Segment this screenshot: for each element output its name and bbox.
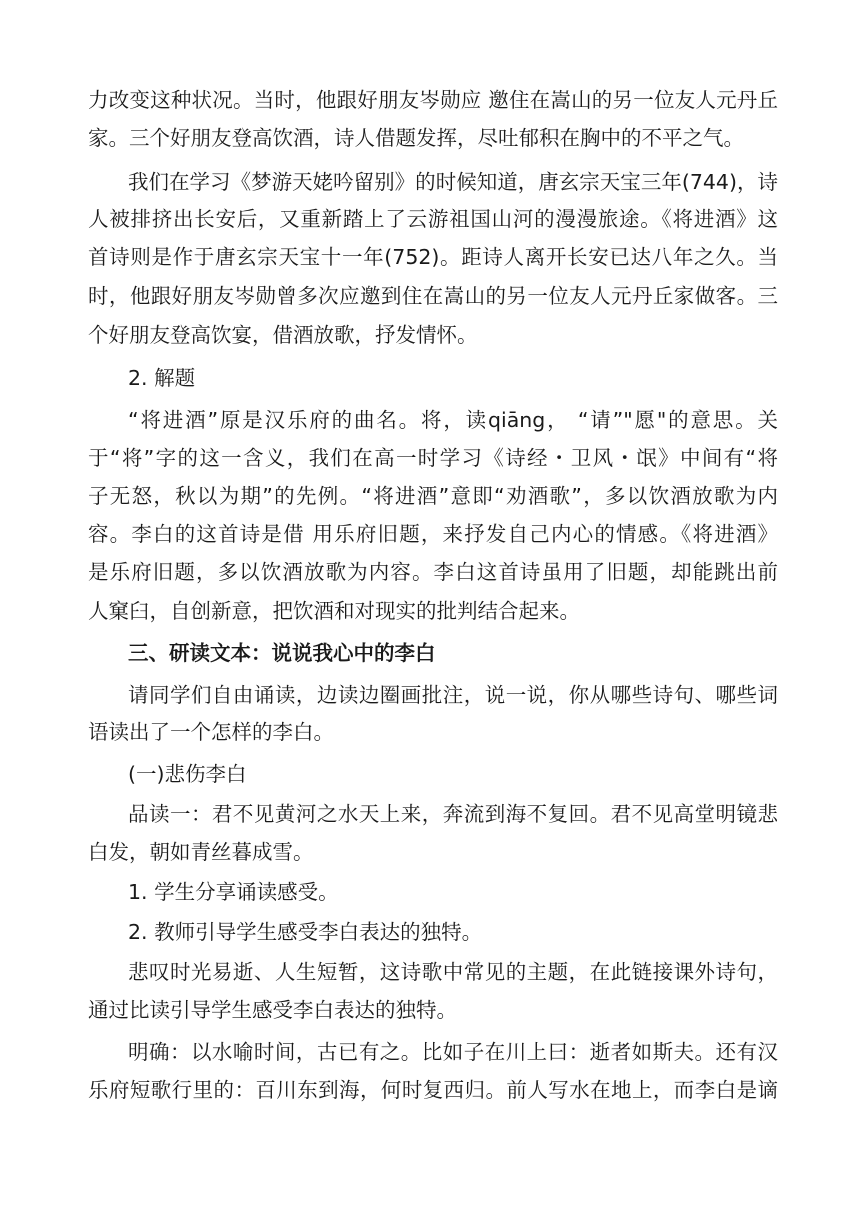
paragraph-line: 于“将”字的这一含义，我们在高一时学习《诗经・卫风・氓》中间有“将	[88, 446, 778, 470]
paragraph-line: 乐府短歌行里的：百川东到海，何时复西归。前人写水在地上，而李白是谪	[88, 1078, 778, 1102]
paragraph-line: 家。三个好朋友登高饮酒，诗人借题发挥，尽吐郁积在胸中的不平之气。	[88, 126, 744, 150]
paragraph-line: 悲叹时光易逝、人生短暂，这诗歌中常见的主题，在此链接课外诗句，	[128, 960, 778, 984]
section-heading: 三、研读文本：说说我心中的李白	[128, 641, 436, 665]
section-subtitle: 2. 解题	[128, 366, 196, 390]
paragraph-line: 个好朋友登高饮宴，借酒放歌，抒发情怀。	[88, 323, 478, 347]
paragraph-line: 明确：以水喻时间，古已有之。比如子在川上曰：逝者如斯夫。还有汉	[128, 1040, 778, 1064]
paragraph-line: 容。李白的这首诗是借 用乐府旧题，来抒发自己内心的情感。《将进酒》	[88, 522, 778, 546]
paragraph-line: 子无怒，秋以为期”的先例。“将进酒”意即“劝酒歌”，多以饮酒放歌为内	[88, 484, 778, 508]
paragraph-line: 通过比读引导学生感受李白表达的独特。	[88, 998, 457, 1022]
paragraph-line: 人被排挤出长安后，又重新踏上了云游祖国山河的漫漫旅途。《将进酒》这	[88, 207, 778, 231]
paragraph-line: 我们在学习《梦游天姥吟留别》的时候知道，唐玄宗天宝三年(744)，诗	[128, 170, 778, 194]
list-item: 2. 教师引导学生感受李白表达的独特。	[128, 920, 483, 944]
paragraph-line: “将进酒”原是汉乐府的曲名。将，读qiāng， “请”"愿"的意思。关	[128, 408, 778, 432]
paragraph-line: 首诗则是作于唐玄宗天宝十一年(752)。距诗人离开长安已达八年之久。当	[88, 245, 778, 269]
paragraph-line: 力改变这种状况。当时，他跟好朋友岑勋应 邀住在嵩山的另一位友人元丹丘	[88, 88, 778, 112]
paragraph-line: 时，他跟好朋友岑勋曾多次应邀到住在嵩山的另一位友人元丹丘家做客。三	[88, 284, 778, 308]
paragraph-line: 是乐府旧题，多以饮酒放歌为内容。李白这首诗虽用了旧题，却能跳出前	[88, 560, 778, 584]
paragraph-line: 品读一：君不见黄河之水天上来，奔流到海不复回。君不见高堂明镜悲	[128, 802, 778, 826]
paragraph-line: 请同学们自由诵读，边读边圈画批注，说一说，你从哪些诗句、哪些词	[128, 683, 778, 707]
paragraph-line: 语读出了一个怎样的李白。	[88, 720, 334, 744]
section-subtitle: (一)悲伤李白	[128, 762, 247, 786]
paragraph-line: 人窠臼，自创新意，把饮酒和对现实的批判结合起来。	[88, 599, 580, 623]
list-item: 1. 学生分享诵读感受。	[128, 880, 339, 904]
paragraph-line: 白发，朝如青丝暮成雪。	[88, 840, 314, 864]
